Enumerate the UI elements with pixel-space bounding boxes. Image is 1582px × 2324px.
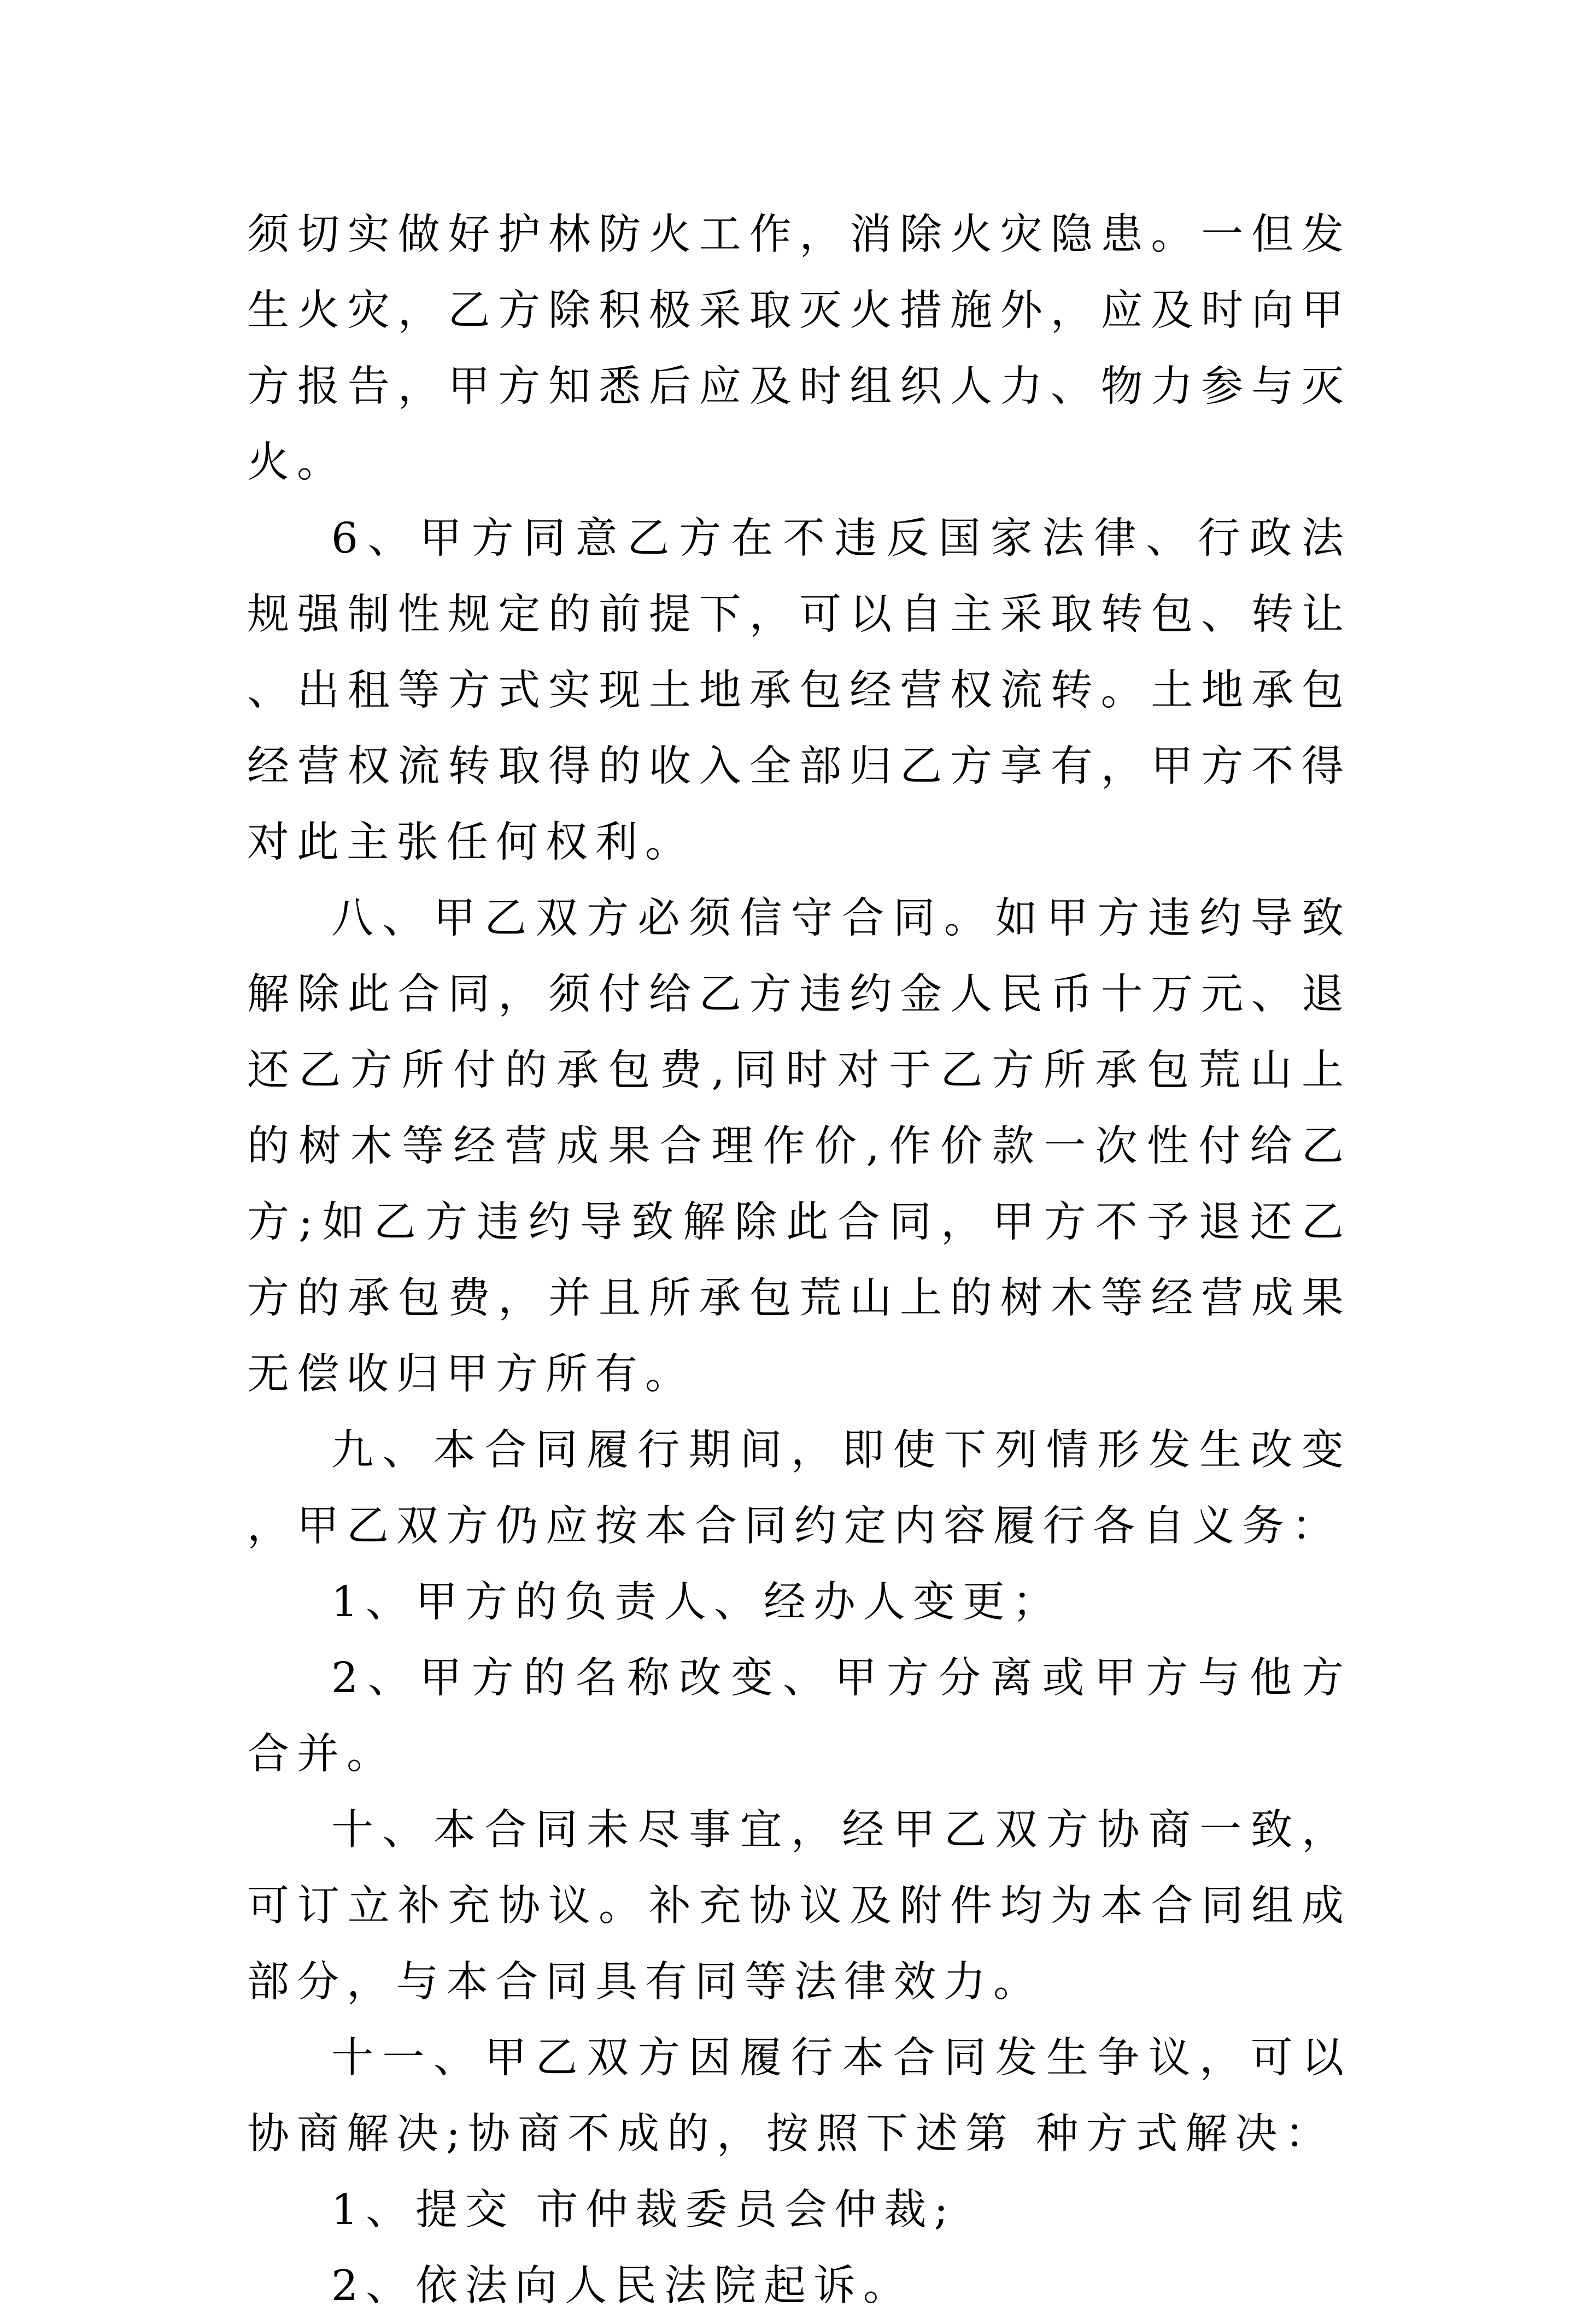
paragraph-clause-6-transfer: 6、甲方同意乙方在不违反国家法律、行政法规强制性规定的前提下，可以自主采取转包、转让、出租等方式实现土地承包经营权流转。土地承包经营权流转取得的收入全部归乙方享有，甲方不得对此主张任何权利。 bbox=[247, 514, 1351, 867]
paragraph-clause-11-item-2: 2、依法向人民法院起诉。 bbox=[331, 2262, 913, 2310]
paragraph-clause-10-supplement: 十、本合同未尽事宜，经甲乙双方协商一致，可订立补充协议。补充协议及附件均为本合同组成部分，与本合同具有同等法律效力。 bbox=[247, 1806, 1351, 2006]
paragraph-clause-9-item-2: 2、甲方的名称改变、甲方分离或甲方与他方合并。 bbox=[247, 1654, 1351, 1779]
paragraph-fire-prevention: 须切实做好护林防火工作，消除火灾隐患。一但发生火灾，乙方除积极采取灭火措施外，应及时向甲方报告，甲方知悉后应及时组织人力、物力参与灭火。 bbox=[247, 210, 1351, 487]
contract-body bbox=[247, 197, 1351, 2324]
paragraph-clause-9-obligations: 九、本合同履行期间，即使下列情形发生改变，甲乙双方仍应按本合同约定内容履行各自义务： bbox=[247, 1426, 1351, 1551]
paragraph-clause-8-breach: 八、甲乙双方必须信守合同。如甲方违约导致解除此合同，须付给乙方违约金人民币十万元、退还乙方所付的承包费,同时对于乙方所承包荒山上的树木等经营成果合理作价,作价款一次性付给乙方;如乙方违约导致解除此合同，甲方不予退还乙方的承包费，并且所承包荒山上的树木等经营成果无偿收归甲方所有。 bbox=[247, 894, 1351, 1399]
paragraph-clause-11-item-1: 1、提交 市仲裁委员会仲裁; bbox=[331, 2186, 956, 2234]
paragraph-clause-9-item-1: 1、甲方的负责人、经办人变更； bbox=[331, 1578, 1062, 1627]
paragraph-clause-11-dispute: 十一、甲乙双方因履行本合同发生争议，可以协商解决;协商不成的，按照下述第 种方式解决： bbox=[247, 2034, 1351, 2158]
